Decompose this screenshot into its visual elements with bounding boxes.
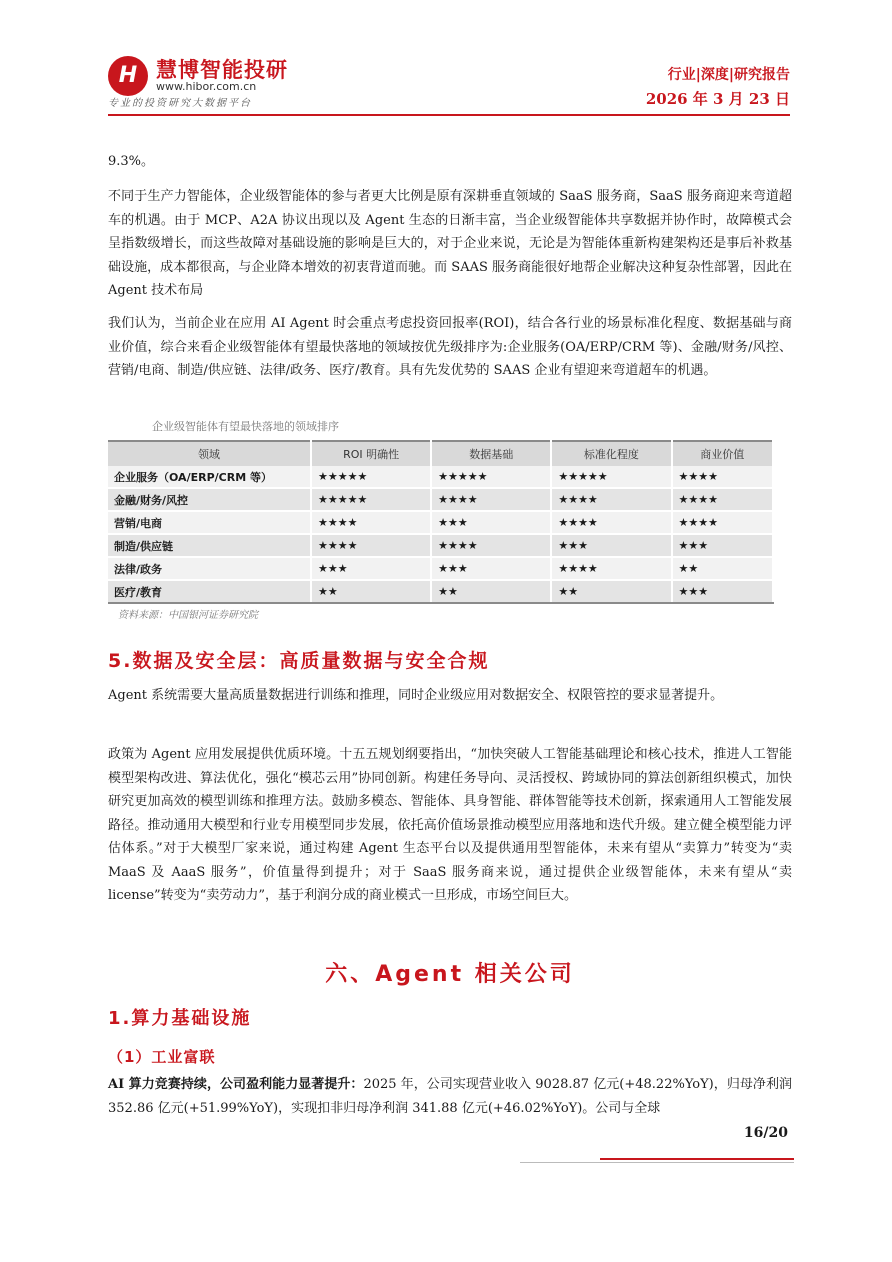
- rating-cell: ★★★★: [311, 511, 431, 534]
- table-row: [108, 511, 773, 534]
- rating-cell: ★★★★★: [551, 466, 671, 488]
- footer-divider: [600, 1158, 794, 1160]
- rating-cell: ★★★★★: [311, 488, 431, 511]
- table-header-cell: ROI 明确性: [311, 441, 431, 466]
- table-header-cell: 标准化程度: [551, 441, 671, 466]
- table-source: 资料来源：中国银河证券研究院: [118, 610, 258, 621]
- rating-cell: ★★★★: [311, 534, 431, 557]
- report-type: 行业|深度|研究报告: [667, 67, 790, 83]
- paragraph-3: Agent 系统需要大量高质量数据进行训练和推理，同时企业级应用对数据安全、权限管控的要求显著提升。: [108, 688, 724, 703]
- paragraph-2: 我们认为，当前企业在应用 AI Agent 时会重点考虑投资回报率(ROI)，结合各行业的场景标准化程度、数据基础与商业价值，综合来看企业级智能体有望最快落地的领域按优先级排序为:企业服务(OA/ERP/CRM 等)、金融/财务/风控、营销/电商、制造/供应链、法律/政务、医疗/教育。具有先发优势的 SAAS 企业有望迎来弯道超车的机遇。: [108, 316, 792, 378]
- domain-cell: 法律/政务: [108, 557, 311, 580]
- paragraph-1: 不同于生产力智能体，企业级智能体的参与者更大比例是原有深耕垂直领域的 SaaS 服务商，SaaS 服务商迎来弯道超车的机遇。由于 MCP、A2A 协议出现以及 Agent 生态的日渐丰富，当企业级智能体共享数据并协作时，故障模式会呈指数级增长，而这些故障对基础设施的影响是巨大的，对于企业来说，无论是为智能体重新构建架构还是事后补救基础设施，成本都很高，与企业降本增效的初衷背道而驰。而 SAAS 服务商能很好地帮企业解决这种复杂性部署，因此在 Agent 技术布局: [108, 189, 792, 298]
- chapter-heading-6: 六、Agent 相关公司: [325, 962, 575, 987]
- rating-cell: ★★★★★: [431, 466, 551, 488]
- rating-cell: ★★★: [672, 580, 773, 603]
- page-header: [108, 50, 790, 112]
- paragraph-5-lead: AI 算力竞赛持续，公司盈利能力显著提升：: [108, 1077, 364, 1092]
- rating-cell: ★★★★: [431, 488, 551, 511]
- rating-cell: ★★: [551, 580, 671, 603]
- report-date: 2026 年 3 月 23 日: [645, 90, 790, 108]
- table-row: [108, 580, 773, 603]
- page-number: 16/20: [743, 1125, 788, 1141]
- logo-slogan: 专业的投资研究大数据平台: [108, 98, 252, 109]
- logo-url[interactable]: www.hibor.com.cn: [156, 80, 257, 93]
- rating-cell: ★★: [311, 580, 431, 603]
- footer-divider-thin: [520, 1162, 794, 1163]
- section-heading-1: 1.算力基础设施: [108, 1008, 252, 1029]
- rating-cell: ★★★★: [672, 466, 773, 488]
- table-header-row: [108, 441, 773, 466]
- rating-cell: ★★★: [431, 511, 551, 534]
- rating-cell: ★★: [431, 580, 551, 603]
- paragraph-5-body: 2025 年，公司实现营业收入 9028.87 亿元(+48.22%YoY)，归母净利润 352.86 亿元(+51.99%YoY)，实现扣非归母净利润 341.88 亿元(+46.02%YoY)。公司与全球: [108, 1077, 792, 1116]
- table-header-cell: 数据基础: [431, 441, 551, 466]
- rating-cell: ★★★★: [551, 488, 671, 511]
- rating-cell: ★★★: [311, 557, 431, 580]
- domain-cell: 营销/电商: [108, 511, 311, 534]
- table-row: [108, 488, 773, 511]
- table-header-cell: 领域: [108, 441, 311, 466]
- rating-cell: ★★★★: [431, 534, 551, 557]
- rating-cell: ★★★★: [551, 511, 671, 534]
- domain-cell: 制造/供应链: [108, 534, 311, 557]
- rating-cell: ★★★★: [672, 488, 773, 511]
- domain-cell: 金融/财务/风控: [108, 488, 311, 511]
- domain-cell: 医疗/教育: [108, 580, 311, 603]
- rating-cell: ★★★★★: [311, 466, 431, 488]
- subsection-heading: （1）工业富联: [108, 1048, 216, 1066]
- priority-table: [108, 440, 774, 604]
- paragraph-4: 政策为 Agent 应用发展提供优质环境。十五五规划纲要指出，“加快突破人工智能基础理论和核心技术，推进人工智能模型架构改进、算法优化，强化“模芯云用”协同创新。构建任务导向、灵活授权、跨域协同的算法创新组织模式，加快研究更加高效的模型训练和推理方法。鼓励多模态、智能体、具身智能、群体智能等技术创新，探索通用人工智能发展路径。推动通用大模型和行业专用模型同步发展，依托高价值场景推动模型应用落地和迭代升级。建立健全模型能力评估体系。”对于大模型厂家来说，通过构建 Agent 生态平台以及提供通用型智能体，未来有望从“卖算力”转变为“卖 MaaS 及 AaaS 服务”，价值量得到提升；对于 SaaS 服务商来说，通过提供企业级智能体，未来有望从“卖 license”转变为“卖劳动力”，基于利润分成的商业模式一旦形成，市场空间巨大。: [108, 747, 792, 903]
- rating-cell: ★★★: [431, 557, 551, 580]
- table-row: [108, 466, 773, 488]
- paragraph-5: [108, 1073, 792, 1120]
- rating-cell: ★★★★: [551, 557, 671, 580]
- domain-cell: 企业服务（OA/ERP/CRM 等）: [108, 466, 311, 488]
- table-row: [108, 534, 773, 557]
- rating-cell: ★★★★: [672, 511, 773, 534]
- table-row: [108, 557, 773, 580]
- section-heading-5: 5.数据及安全层：高质量数据与安全合规: [108, 650, 490, 672]
- header-meta: [646, 64, 790, 109]
- header-divider: [108, 114, 790, 116]
- logo-icon: H: [108, 56, 148, 96]
- rating-cell: ★★★: [672, 534, 773, 557]
- paragraph-0: 9.3%。: [108, 154, 155, 169]
- table-caption: 企业级智能体有望最快落地的领域排序: [152, 420, 339, 433]
- rating-cell: ★★★: [551, 534, 671, 557]
- table-header-cell: 商业价值: [672, 441, 773, 466]
- rating-cell: ★★: [672, 557, 773, 580]
- logo-name: 慧博智能投研: [156, 58, 288, 82]
